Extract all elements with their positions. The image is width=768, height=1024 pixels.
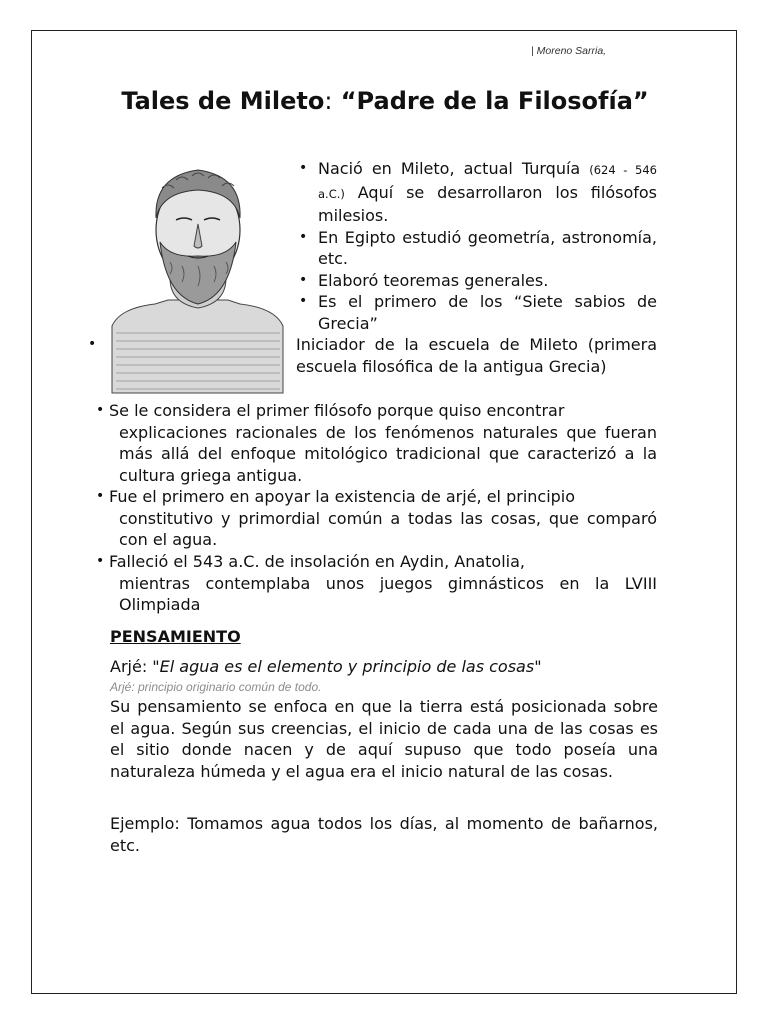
list-item [96, 486, 657, 551]
bullet-marker: • [96, 553, 105, 569]
section-heading: PENSAMIENTO [110, 627, 241, 646]
arje-first-line: Fue el primero en apoyar la existencia de arjé, el principio [109, 487, 576, 506]
list-item [96, 551, 657, 616]
arje-rest: constitutivo y primordial común a todas las cosas, que comparó con el agua. [119, 508, 657, 549]
arje-quote-line: Arjé: "El agua es el elemento y principio de las cosas" [110, 657, 542, 676]
bullet-birth: • Nació en Mileto, actual Turquía (624 - 546 a.C.) Aquí se desarrollaron los filósofos milesios. [297, 158, 657, 227]
birth-date: (624 - 546 a.C.) [318, 163, 657, 201]
intro-bullet-list [297, 158, 657, 334]
list-item [96, 400, 657, 486]
arje-caption: Arjé: principio originario común de todo. [110, 680, 322, 694]
thought-paragraph: Su pensamiento se enfoca en que la tierra está posicionada sobre el agua. Según sus creencias, el inicio de cada una de las cosas es el sitio donde nacen y de aquí supuso que todo poseía una naturaleza húmeda y el agua era el inicio natural de las cosas. [110, 697, 658, 781]
page-title [120, 86, 650, 117]
bullet-marker: • [96, 402, 105, 418]
bullet-marker: • [96, 488, 105, 504]
author-header: | Moreno Sarria, [531, 45, 607, 57]
first-philosopher-first-line: Se le considera el primer filósofo porque quiso encontrar [109, 401, 565, 420]
bust-portrait-icon [110, 158, 285, 398]
first-philosopher-rest: explicaciones racionales de los fenómenos naturales que fueran más allá del enfoque mitológico tradicional que caracterizó a la cultura griega antigua. [119, 422, 657, 485]
title-name: Tales de Mileto [121, 87, 325, 115]
title-colon: : [324, 87, 333, 115]
title-subtitle: “Padre de la Filosofía” [332, 87, 649, 115]
death-first-line: Falleció el 543 a.C. de insolación en Aydin, Anatolia, [109, 552, 525, 571]
bullet-egypt: • En Egipto estudió geometría, astronomía, etc. [297, 227, 657, 270]
death-rest: mientras contemplaba unos juegos gimnásticos en la LVIII Olimpiada [119, 573, 657, 614]
bullet-school-of-miletus: Iniciador de la escuela de Mileto (primera escuela filosófica de la antigua Grecia) [296, 335, 657, 376]
example-paragraph: Ejemplo: Tomamos agua todos los días, al momento de bañarnos, etc. [110, 814, 658, 855]
arje-quote: El agua es el elemento y principio de las cosas [159, 657, 535, 676]
bullet-marker: • [88, 336, 97, 352]
bullet-seven-sages: • Es el primero de los “Siete sabios de Grecia” [297, 291, 657, 334]
bullet-theorems: • Elaboró teoremas generales. [297, 270, 657, 292]
